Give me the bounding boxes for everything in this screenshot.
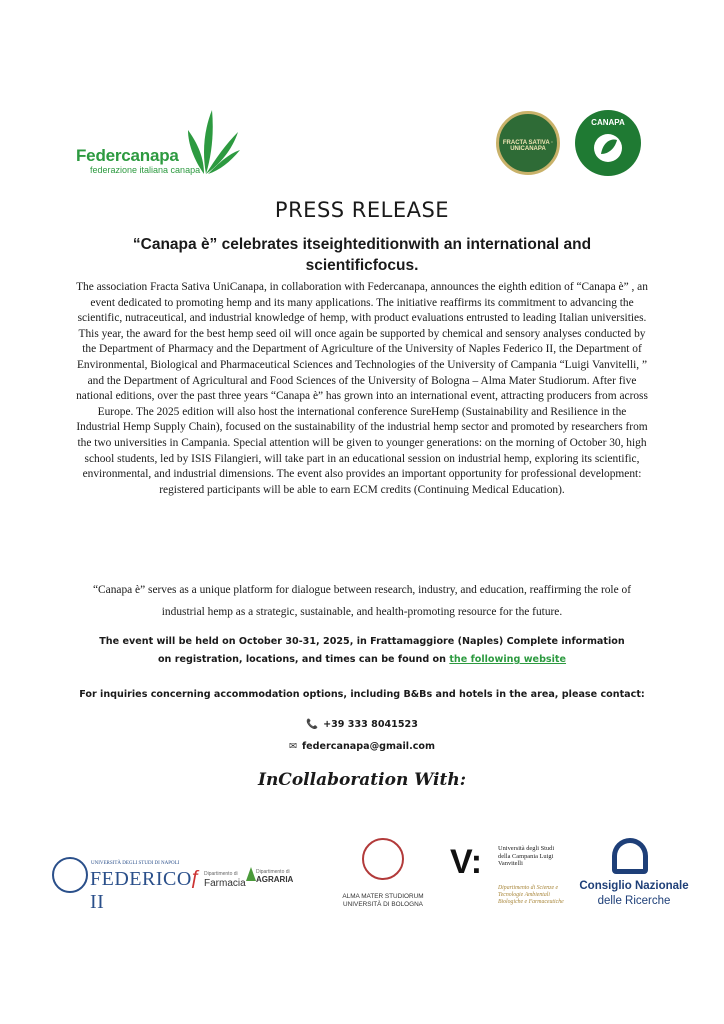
cnr-mark-icon — [612, 838, 648, 874]
canapa-seal: CANAPA — [575, 110, 641, 176]
event-info — [96, 633, 628, 669]
farmacia-mark-icon: ƒ — [190, 867, 202, 889]
agraria-logo: Dipartimento di AGRARIA — [246, 867, 300, 893]
unibo-logo: ALMA MATER STUDIORUM UNIVERSITÀ DI BOLOGNA — [338, 838, 428, 914]
body-paragraph-2: “Canapa è” serves as a unique platform for dialogue between research, industry, and education, reaffirming the role of industrial hemp as a strategic, sustainable, and health-promoting resource for the future. — [93, 584, 631, 618]
page-title: PRESS RELEASE — [274, 198, 450, 222]
brand-subtitle: federazione italiana canapa — [90, 165, 201, 175]
federcanapa-logo — [72, 108, 242, 184]
headline: “Canapa è” celebrates itseighteditionwith an international and scientificfocus. — [132, 236, 592, 274]
farmacia-logo: ƒ Dipartimento di Farmacia — [190, 867, 246, 889]
phone-icon: 📞 — [306, 719, 319, 730]
leaf-badge-icon — [575, 110, 641, 176]
phone-line — [0, 719, 724, 730]
fracta-sativa-seal: FRACTA SATIVA · UNICANAPA — [496, 111, 560, 175]
body-paragraph-1: The association Fracta Sativa UniCanapa, in collaboration with Federcanapa, announces the eighth edition of “Canapa è” , an event dedicated to promoting hemp and its many applications. The initiative reaffirms its commitment to advancing the scientific, nutraceutical, and industrial knowledge of hemp, with product evaluations entrusted to leading Italian universities. This year, the award for the best hemp seed oil will once again be supported by chemical and sensory analyses conducted by the Department of Pharmacy and the Department of Agriculture of the University of Naples Federico II, the Department of Environmental, Biological and Pharmaceutical Sciences and Technologies of the University of Campania “Luigi Vanvitelli, ” and the Department of Agricultural and Food Sciences of the University of Bologna – Alma Mater Studiorum. After five national editions, over the past three years “Canapa è” has grown into an international event, attracting producers from across Europe. The 2025 edition will also host the international conference SureHemp (Sustainability and Resilience in the Industrial Hemp Supply Chain), focused on the sustainability of the industrial hemp sector and promoted by researchers from the two universities in Campania. Special attention will be given to younger generations: on the morning of October 30, high school students, led by ISIS Filangieri, will take part in an educational session on industrial hemp, exploring its scientific, environmental, and industrial dimensions. The event also provides an important opportunity for professional development: registered participants will be able to earn ECM credits (Continuing Medical Education). — [76, 281, 648, 496]
event-info-text: The event will be held on October 30-31, 2025, in Frattamaggiore (Naples) Complete information on registration, locations, and times can be found on — [99, 636, 625, 665]
inquiries-text: For inquiries concerning accommodation options, including B&Bs and hotels in the area, please contact: — [79, 689, 645, 700]
email-line — [0, 741, 724, 752]
agraria-mark-icon — [246, 867, 256, 881]
unibo-seal-icon — [362, 838, 404, 880]
vanvitelli-mark: V: — [450, 843, 483, 881]
cnr-logo: Consiglio Nazionale delle Ricerche — [576, 838, 692, 910]
unina-seal-icon — [52, 857, 88, 893]
phone-number[interactable]: +39 333 8041523 — [323, 719, 418, 730]
brand-name: Federcanapa — [76, 146, 179, 165]
collaboration-heading: InCollaboration With: — [258, 770, 466, 790]
website-link[interactable]: the following website — [449, 654, 567, 665]
vanvitelli-logo: V: Università degli Studi della Campania Luigi Vanvitelli Dipartimento di Scienze e Tecnologie Ambientali Biologiche e Farmaceutiche — [450, 843, 564, 906]
email-address[interactable]: federcanapa@gmail.com — [302, 741, 436, 752]
envelope-icon: ✉ — [288, 741, 297, 752]
unina-logo: UNIVERSITÀ DEGLI STUDI DI NAPOLI FEDERICO II — [52, 857, 164, 897]
